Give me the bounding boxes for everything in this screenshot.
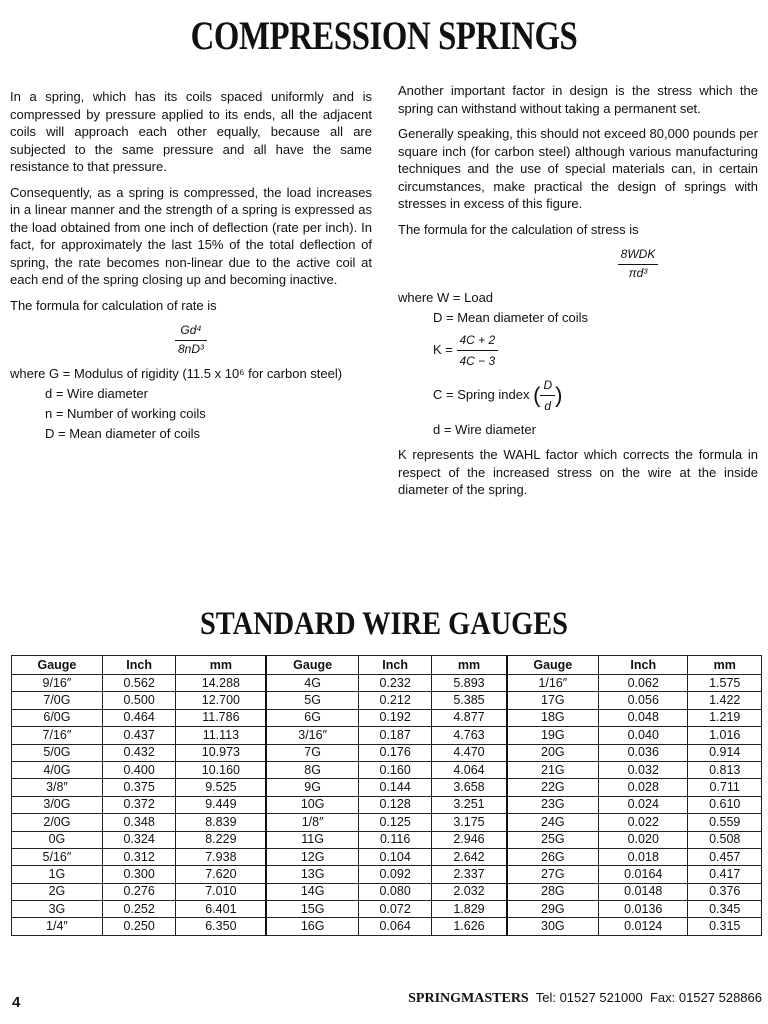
table-cell: 19G xyxy=(507,727,599,744)
table-cell: 0.032 xyxy=(599,761,688,778)
table-cell: 0.500 xyxy=(102,692,176,709)
table-cell: 1/8″ xyxy=(266,814,358,831)
table-cell: 3/8″ xyxy=(12,779,103,796)
table-cell: 0.072 xyxy=(358,901,432,918)
page-title: COMPRESSION SPRINGS xyxy=(190,13,578,58)
table-cell: 3.658 xyxy=(432,779,507,796)
table-cell: 0G xyxy=(12,831,103,848)
table-cell: 0.036 xyxy=(599,744,688,761)
table-cell: 14.288 xyxy=(176,675,266,692)
table-cell: 0.160 xyxy=(358,761,432,778)
table-cell: 12.700 xyxy=(176,692,266,709)
table-cell: 0.312 xyxy=(102,848,176,865)
table-row xyxy=(12,901,762,918)
table-cell: 0.0164 xyxy=(599,866,688,883)
table-cell: 0.0124 xyxy=(599,918,688,935)
table-cell: 0.048 xyxy=(599,709,688,726)
table-cell: 6G xyxy=(266,709,358,726)
table-row xyxy=(12,848,762,865)
table-cell: 0.056 xyxy=(599,692,688,709)
table-cell: 0.020 xyxy=(599,831,688,848)
table-cell: 7/16″ xyxy=(12,727,103,744)
table-row xyxy=(12,883,762,900)
table-cell: 30G xyxy=(507,918,599,935)
table-header-row xyxy=(12,656,762,675)
table-cell: 4.064 xyxy=(432,761,507,778)
definition-c: C = Spring index ( $\frac{D}{d}$ ) xyxy=(398,375,758,416)
table-cell: 2.032 xyxy=(432,883,507,900)
table-cell: 1.626 xyxy=(432,918,507,935)
table-cell: 2.337 xyxy=(432,866,507,883)
table-cell: 7/0G xyxy=(12,692,103,709)
table-cell: 9.449 xyxy=(176,796,266,813)
table-cell: 0.562 xyxy=(102,675,176,692)
table-cell: 0.028 xyxy=(599,779,688,796)
definition-k xyxy=(398,330,758,371)
table-cell: 4/0G xyxy=(12,761,103,778)
table-cell: 28G xyxy=(507,883,599,900)
table-cell: 14G xyxy=(266,883,358,900)
brand-name: SPRINGMASTERS xyxy=(408,991,529,1006)
table-cell: 24G xyxy=(507,814,599,831)
table-cell: 0.417 xyxy=(688,866,762,883)
table-cell: 0.0148 xyxy=(599,883,688,900)
table-cell: 8.229 xyxy=(176,831,266,848)
table-cell: 0.040 xyxy=(599,727,688,744)
table-cell: 7.620 xyxy=(176,866,266,883)
table-cell: 0.508 xyxy=(688,831,762,848)
page-number: 4 xyxy=(12,994,21,1011)
table-header-cell: Inch xyxy=(102,656,176,675)
table-cell: 22G xyxy=(507,779,599,796)
telephone: Tel: 01527 521000 xyxy=(535,990,643,1005)
definition-d: d = Wire diameter xyxy=(45,386,148,401)
table-cell: 0.464 xyxy=(102,709,176,726)
table-body xyxy=(12,675,762,936)
table-cell: 0.300 xyxy=(102,866,176,883)
table-cell: 0.559 xyxy=(688,814,762,831)
table-cell: 0.376 xyxy=(688,883,762,900)
table-cell: 13G xyxy=(266,866,358,883)
table-cell: 0.018 xyxy=(599,848,688,865)
stress-limit-paragraph: Generally speaking, this should not exceed 80,000 pounds per square inch (for carbon steel) although various manufacturing techniques and the use of special materials can, in certain circumstances, make practical the design of springs with stresses in excess of this figure. xyxy=(398,126,758,211)
table-cell: 5G xyxy=(266,692,358,709)
table-row xyxy=(12,918,762,935)
table-cell: 7.938 xyxy=(176,848,266,865)
table-cell: 0.232 xyxy=(358,675,432,692)
table-cell: 3.175 xyxy=(432,814,507,831)
table-cell: 7G xyxy=(266,744,358,761)
footer-contact xyxy=(408,990,762,1007)
table-header-cell: Gauge xyxy=(266,656,358,675)
stress-formula-numerator: 8WDK xyxy=(618,246,659,265)
right-column xyxy=(398,82,758,507)
table-cell: 10.160 xyxy=(176,761,266,778)
table-cell: 18G xyxy=(507,709,599,726)
table-cell: 4G xyxy=(266,675,358,692)
table-cell: 7.010 xyxy=(176,883,266,900)
table-cell: 0.187 xyxy=(358,727,432,744)
table-row xyxy=(12,796,762,813)
c-numerator: D xyxy=(540,375,555,396)
table-cell: 0.276 xyxy=(102,883,176,900)
table-header-cell: Gauge xyxy=(12,656,103,675)
table-cell: 27G xyxy=(507,866,599,883)
left-column xyxy=(10,88,372,444)
table-header-cell: mm xyxy=(176,656,266,675)
definition-w: where W = Load xyxy=(398,290,494,305)
stress-formula-intro: The formula for the calculation of stress is xyxy=(398,221,639,237)
table-cell: 9G xyxy=(266,779,358,796)
table-cell: 0.022 xyxy=(599,814,688,831)
rate-formula-numerator: Gd⁴ xyxy=(175,322,207,341)
table-cell: 5/0G xyxy=(12,744,103,761)
table-cell: 11G xyxy=(266,831,358,848)
c-denominator: d xyxy=(544,399,552,413)
table-cell: 11.113 xyxy=(176,727,266,744)
table-cell: 0.375 xyxy=(102,779,176,796)
table-cell: 16G xyxy=(266,918,358,935)
definition-d-right: d = Wire diameter xyxy=(433,422,536,437)
table-cell: 0.0136 xyxy=(599,901,688,918)
table-cell: 0.813 xyxy=(688,761,762,778)
table-cell: 0.024 xyxy=(599,796,688,813)
table-cell: 5.385 xyxy=(432,692,507,709)
table-cell: 1.219 xyxy=(688,709,762,726)
table-cell: 9/16″ xyxy=(12,675,103,692)
k-numerator: 4C + 2 xyxy=(457,330,499,351)
table-cell: 0.457 xyxy=(688,848,762,865)
table-cell: 0.400 xyxy=(102,761,176,778)
table-cell: 0.128 xyxy=(358,796,432,813)
wire-gauges-title: STANDARD WIRE GAUGES xyxy=(200,606,568,642)
rate-formula xyxy=(10,322,372,358)
table-cell: 0.914 xyxy=(688,744,762,761)
table-cell: 4.877 xyxy=(432,709,507,726)
table-cell: 0.212 xyxy=(358,692,432,709)
table-cell: 0.064 xyxy=(358,918,432,935)
table-cell: 1.422 xyxy=(688,692,762,709)
rate-intro-paragraph: In a spring, which has its coils spaced uniformly and is compressed by pressure applied to its ends, all the adjacent coils will approach each other equally, because all are subjected to the same pressure and all have the same resistance to that pressure. xyxy=(10,89,372,174)
table-row xyxy=(12,675,762,692)
table-cell: 3/0G xyxy=(12,796,103,813)
wahl-factor-paragraph: K represents the WAHL factor which corrects the formula in respect of the increased stress on the wire at the inside diameter of the spring. xyxy=(398,447,758,497)
table-cell: 0.324 xyxy=(102,831,176,848)
table-cell: 0.432 xyxy=(102,744,176,761)
table-cell: 0.345 xyxy=(688,901,762,918)
table-row xyxy=(12,814,762,831)
table-row xyxy=(12,831,762,848)
table-cell: 2/0G xyxy=(12,814,103,831)
k-denominator: 4C − 3 xyxy=(459,354,496,368)
table-cell: 0.192 xyxy=(358,709,432,726)
table-cell: 9.525 xyxy=(176,779,266,796)
table-cell: 11.786 xyxy=(176,709,266,726)
table-cell: 26G xyxy=(507,848,599,865)
table-cell: 0.250 xyxy=(102,918,176,935)
wire-gauge-table xyxy=(11,655,762,936)
table-cell: 8.839 xyxy=(176,814,266,831)
definition-n: n = Number of working coils xyxy=(45,406,206,421)
table-header-cell: mm xyxy=(432,656,507,675)
table-cell: 1.575 xyxy=(688,675,762,692)
rate-explanation-paragraph: Consequently, as a spring is compressed, the load increases in a linear manner and the strength of a spring is expressed as the load obtained from one inch of deflection (rate per inch). In fact, for approximately the last 15% of the total deflection of spring, the rate becomes non-linear due to the active coil at each end of the spring closing up and becoming inactive. xyxy=(10,184,372,287)
table-cell: 0.125 xyxy=(358,814,432,831)
definition-mean-diameter: D = Mean diameter of coils xyxy=(45,426,200,441)
table-cell: 8G xyxy=(266,761,358,778)
table-cell: 0.437 xyxy=(102,727,176,744)
stress-formula-denominator: πd³ xyxy=(628,265,648,280)
table-header-cell: Gauge xyxy=(507,656,599,675)
table-row xyxy=(12,866,762,883)
table-cell: 0.315 xyxy=(688,918,762,935)
table-header-cell: Inch xyxy=(599,656,688,675)
table-row xyxy=(12,727,762,744)
table-cell: 0.080 xyxy=(358,883,432,900)
k-label: K = xyxy=(433,341,453,357)
table-cell: 20G xyxy=(507,744,599,761)
table-cell: 0.711 xyxy=(688,779,762,796)
table-cell: 3G xyxy=(12,901,103,918)
definition-mean-diameter-right: D = Mean diameter of coils xyxy=(433,310,588,325)
c-label: C = Spring index xyxy=(433,386,530,402)
stress-intro-paragraph: Another important factor in design is the stress which the spring can withstand without taking a permanent set. xyxy=(398,83,758,116)
table-cell: 0.116 xyxy=(358,831,432,848)
table-cell: 0.610 xyxy=(688,796,762,813)
table-row xyxy=(12,779,762,796)
rate-formula-intro: The formula for calculation of rate is xyxy=(10,297,217,313)
table-cell: 0.176 xyxy=(358,744,432,761)
table-cell: 1/16″ xyxy=(507,675,599,692)
table-cell: 0.144 xyxy=(358,779,432,796)
table-cell: 6.350 xyxy=(176,918,266,935)
table-cell: 1.016 xyxy=(688,727,762,744)
table-cell: 0.348 xyxy=(102,814,176,831)
fax: Fax: 01527 528866 xyxy=(649,990,762,1005)
table-cell: 2.946 xyxy=(432,831,507,848)
table-cell: 0.104 xyxy=(358,848,432,865)
table-header-cell: mm xyxy=(688,656,762,675)
table-cell: 17G xyxy=(507,692,599,709)
table-cell: 12G xyxy=(266,848,358,865)
table-cell: 2.642 xyxy=(432,848,507,865)
table-cell: 6/0G xyxy=(12,709,103,726)
table-cell: 2G xyxy=(12,883,103,900)
table-cell: 29G xyxy=(507,901,599,918)
table-cell: 1.829 xyxy=(432,901,507,918)
table-cell: 0.372 xyxy=(102,796,176,813)
table-cell: 4.470 xyxy=(432,744,507,761)
stress-formula xyxy=(518,246,758,282)
rate-definitions xyxy=(10,364,372,444)
stress-definitions xyxy=(398,288,758,440)
definition-g: where G = Modulus of rigidity (11.5 x 10⁶ for carbon steel) xyxy=(10,366,343,381)
table-cell: 21G xyxy=(507,761,599,778)
table-cell: 0.062 xyxy=(599,675,688,692)
table-cell: 6.401 xyxy=(176,901,266,918)
table-cell: 15G xyxy=(266,901,358,918)
table-row xyxy=(12,744,762,761)
table-cell: 1G xyxy=(12,866,103,883)
table-cell: 0.092 xyxy=(358,866,432,883)
table-row xyxy=(12,692,762,709)
table-cell: 4.763 xyxy=(432,727,507,744)
table-header-cell: Inch xyxy=(358,656,432,675)
table-cell: 10G xyxy=(266,796,358,813)
table-row xyxy=(12,709,762,726)
table-cell: 5.893 xyxy=(432,675,507,692)
rate-formula-denominator: 8nD³ xyxy=(177,341,204,356)
table-row xyxy=(12,761,762,778)
table-cell: 0.252 xyxy=(102,901,176,918)
table-cell: 23G xyxy=(507,796,599,813)
table-cell: 3.251 xyxy=(432,796,507,813)
table-cell: 3/16″ xyxy=(266,727,358,744)
table-cell: 25G xyxy=(507,831,599,848)
table-cell: 1/4″ xyxy=(12,918,103,935)
table-cell: 10.973 xyxy=(176,744,266,761)
table-cell: 5/16″ xyxy=(12,848,103,865)
